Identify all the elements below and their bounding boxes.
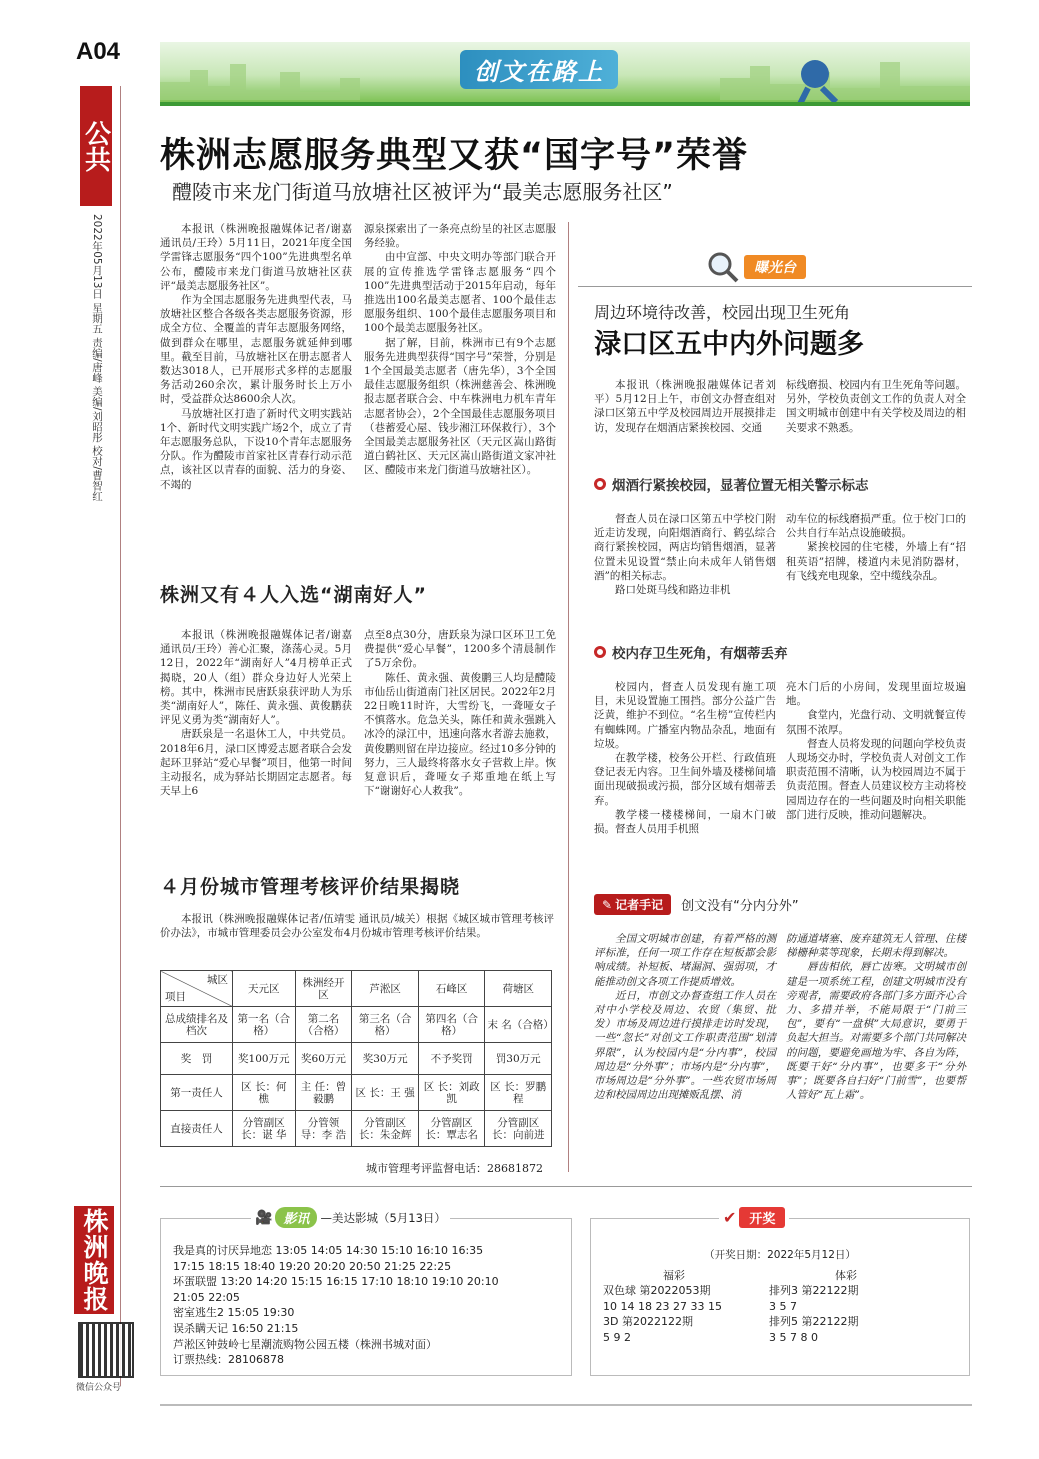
table-cell: 分管副区长：朱金辉 (352, 1111, 419, 1147)
paragraph: 防通道堵塞、废弃建筑无人管理、住楼梯栅种菜等现象，长期未得到解决。 (786, 933, 966, 960)
table-cell: 奖60万元 (295, 1043, 352, 1075)
exposure-s1-left (594, 512, 776, 597)
banner-title: 创文在路上 (460, 50, 618, 89)
qr-caption: 微信公众号 (76, 1383, 122, 1393)
corner-top: 城区 (207, 974, 228, 986)
section-label-text: 公共 (80, 120, 111, 172)
list-item: 排列3 第22122期 (769, 1284, 859, 1297)
reporter-note-header (594, 894, 799, 915)
paragraph: 亮木门后的小房间，发现里面垃圾遍地。 (786, 681, 966, 708)
list-item: 芦淞区钟鼓岭七星潮流购物公园五楼（株洲书城对面） (173, 1337, 437, 1351)
table-cell: 区 长：王 强 (352, 1075, 419, 1111)
side-info: 2022年05月13日 星期五 责编/唐峰 美编/刘昭彤 校对/曹智红 (91, 214, 103, 502)
table-cell: 罚30万元 (485, 1043, 552, 1075)
paper-logo-text: 株洲晚报 (80, 1208, 109, 1312)
paragraph: 本报讯（株洲晚报融媒体记者/谢嘉 通讯员/王玲）善心汇聚，涤荡心灵。5月12日，2022年“湖南好人”4月榜单正式揭晓，20人（组）群众身边好人光荣上榜。其中，株洲市民唐跃泉获评助人为乐类“湖南好人”，陈任、黄永强、黄俊鹏获评见义勇为类“湖南好人”。 (160, 629, 352, 727)
column-rule (568, 222, 569, 1172)
list-item: 17:15 18:15 18:40 19:20 20:20 20:50 21:25 22:25 (173, 1259, 452, 1273)
exposure-intro-left: 本报讯（株洲晚报融媒体记者刘平）5月12日上午，市创文办督查组对渌口区第五中学及校园周边开展摸排走访，发现存在烟酒店紧挨校园、交通 (594, 379, 776, 434)
table-header-cell: 石峰区 (418, 971, 485, 1007)
paragraph: 近日，市创文办督查组工作人员在对中小学校及周边、农贸（集贸、批发）市场及周边进行摸排走访时发现，一些“忽长”对创文工作职责范围“划清界限”，认为校园内是“分内事”，校园周边是“分外事”；市场内是“分内事”，市场周边是“分外事”。一些农贸市场周边和校园周边出现摊贩乱摆、消 (594, 989, 776, 1102)
paragraph: 紧挨校园的住宅楼，外墙上有“招租英语”招牌，楼道内未见消防器材，有飞线充电现象，空中缆线杂乱。 (786, 541, 966, 582)
exposure-s2-left (594, 680, 776, 836)
paragraph: 唐跃泉是一名退休工人，中共党员。2018年6月，渌口区博爱志愿者联合会发起环卫驿站“爱心早餐”项目，他第一时间主动报名，成为驿站长期固定志愿者。每天早上6 (160, 728, 352, 798)
table-header-cell: 芦淞区 (352, 971, 419, 1007)
exposure-intro-right: 标线磨损、校园内有卫生死角等问题。另外，学校负责创文工作的负责人对全国文明城市创建中有关学校及周边的相关要求不熟悉。 (786, 379, 966, 434)
exposure-kicker: 周边环境待改善，校园出现卫生死角 (594, 303, 851, 322)
page-number: A04 (76, 38, 121, 65)
list-item: 订票热线：28106878 (173, 1353, 284, 1367)
cinema-box (160, 1209, 572, 1376)
paragraph: 唇齿相依，唇亡齿寒。文明城市创建是一项系统工程，创建文明城市没有旁观者，需要政府各部门多方面齐心合力、多措并举，不能局限于“门前三包”，要有“一盘棋”大局意识，要勇于负起大担当。对需要多个部门共同解决的问题，要避免画地为牢、各自为阵，既要干好“分内事”，也要多干“分外事”；既要各自扫好“门前雪”，也要帮人管好“瓦上霜”。 (786, 961, 966, 1102)
bottom-rule (160, 1186, 972, 1187)
row-label: 总成绩排名及档次 (161, 1007, 233, 1043)
bullet-circle-icon (594, 478, 606, 490)
paragraph: 本报讯（株洲晚报融媒体记者/谢嘉 通讯员/王玲）5月11日，2021年度全国学雷锋志愿服务“四个100”先进典型名单公布，醴陵市来龙门街道马放塘社区获评“最美志愿服务社区”。 (160, 223, 352, 292)
paragraph: 食堂内，光盘行动、文明就餐宣传氛围不浓厚。 (786, 709, 966, 736)
paper-logo (74, 1206, 114, 1314)
table-cell: 末 名（合格） (485, 1007, 552, 1043)
section-label (80, 86, 112, 206)
reporter-note-tag (594, 894, 671, 915)
table-row (161, 1111, 552, 1147)
reporter-note-left (594, 932, 776, 1102)
paragraph: 督查人员在渌口区第五中学校门附近走访发现，向阳烟酒商行、鹤弘综合商行紧挨校园，两店均销售烟酒，显著位置未见设置“禁止向未成年人销售烟酒”的相关标志。 (594, 513, 776, 582)
table-cell: 区 长：罗鹏程 (485, 1075, 552, 1111)
main-article-col1 (160, 222, 352, 492)
paragraph: 全国文明城市创建，有着严格的测评标准，任何一项工作存在短板都会影响成绩。补短板、堵漏洞、强弱项，才能推动创文各项工作提质增效。 (594, 933, 776, 988)
magnifier-icon (706, 250, 740, 284)
table-cell: 分管副区长：向前进 (485, 1111, 552, 1147)
paragraph: 点至8点30分，唐跃泉为渌口区环卫工免费提供“爱心早餐”，1200多个清晨制作了5万余份。 (364, 629, 556, 670)
bullet-circle-icon (594, 646, 606, 658)
list-item: 双色球 第2022053期 (603, 1284, 711, 1297)
paragraph: 动车位的标线磨损严重。位于校门口的公共自行车站点设施破损。 (786, 513, 966, 540)
table-row (161, 1007, 552, 1043)
list-item: 3 5 7 8 0 (769, 1330, 818, 1344)
paragraph: 教学楼一楼楼梯间，一扇木门破损。督查人员用手机照 (594, 808, 776, 836)
table-header-row (161, 971, 552, 1007)
exposure-headline: 渌口区五中内外问题多 (594, 329, 864, 360)
exposure-tag-label: 曝光台 (744, 255, 806, 279)
city-mgmt-intro: 本报讯（株洲晚报融媒体记者/伍靖雯 通讯员/城关）根据《城区城市管理考核评价办法》，市城市管理委员会办公室发布4月份城市管理考核评价结果。 (160, 913, 554, 940)
list-item: 我是真的讨厌异地恋 13:05 14:05 14:30 15:10 16:10 16:35 (173, 1244, 484, 1257)
paragraph: 作为全国志愿服务先进典型代表，马放塘社区整合各级各类志愿服务资源，形成全方位、全覆盖的青年志愿服务网络，做到群众在哪里，志愿服务就延伸到哪里。截至目前，马放塘社区在册志愿者人数达3018人，已开展形式多样的志愿服务活动260余次，累计服务时长上万小时，受益群众达8600余人次。 (160, 294, 352, 406)
lottery-tag: 开奖 (739, 1207, 785, 1228)
exposure-subhead-2 (594, 642, 788, 662)
results-table (160, 970, 552, 1147)
good-people-col1 (160, 628, 352, 798)
list-item: 3 5 7 (769, 1299, 797, 1313)
paragraph: 由中宣部、中央文明办等部门联合开展的宣传推选学雷锋志愿服务“四个100”先进典型活动于2015年启动，每年推选出100名最美志愿者、100个最佳志愿服务组织、100个最佳志愿服务项目和100个最美志愿服务社区。 (364, 251, 556, 335)
table-row (161, 1043, 552, 1075)
reporter-note-tag-text: 记者手记 (615, 898, 664, 912)
table-cell: 分管副区长：覃志名 (418, 1111, 485, 1147)
table-cell: 区 长：何 樵 (233, 1075, 296, 1111)
list-item: 坏蛋联盟 13:20 14:20 15:15 16:15 17:10 18:10 19:10 20:10 (173, 1275, 499, 1289)
table-cell: 不予奖罚 (418, 1043, 485, 1075)
table-cell: 第一名（合格） (233, 1007, 296, 1043)
lottery-date: （开奖日期：2022年5月12日） (704, 1249, 856, 1261)
main-subheadline: 醴陵市来龙门街道马放塘社区被评为“最美志愿服务社区” (172, 180, 673, 204)
exposure-tag (706, 250, 806, 284)
cinema-list (173, 1243, 499, 1368)
paragraph: 马放塘社区打造了新时代文明实践站1个、新时代文明实践广场2个，成立了青年志愿服务总队，下设10个青年志愿服务分队。作为醴陵市首家社区青春行动示范点，该社区以青春的面貌、活力的身姿、不竭的 (160, 407, 352, 491)
list-item: 10 14 18 23 27 33 15 (603, 1299, 722, 1313)
corner-bottom: 项目 (165, 991, 186, 1003)
paragraph: 在教学楼，校务公开栏、行政值班登记表无内容。卫生间外墙及楼梯间墙面出现破损或污损，部分区域有烟蒂丢弃。 (594, 752, 776, 807)
table-header-cell: 株洲经开区 (295, 971, 352, 1007)
footer-rule (160, 1404, 972, 1406)
lottery-col-1 (603, 1283, 722, 1345)
row-label: 第一责任人 (161, 1075, 233, 1111)
paragraph: 据了解，目前，株洲市已有9个志愿服务先进典型获得“国字号”荣誉，分别是1个全国最美志愿者（唐先华），3个全国最佳志愿服务组织（株洲慈善会、株洲晚报志愿者联合会、中车株洲电力机车青年志愿者协会），2个全国最佳志愿服务项目（巷蓄爱心屋、钱步湘江环保救行），3个全国最美志愿服务社区（天元区嵩山路街道白鹤社区、天元区嵩山路街道文家冲社区、醴陵市来龙门街道马放塘社区）。 (364, 336, 556, 477)
table-cell: 奖100万元 (233, 1043, 296, 1075)
lottery-col-2 (769, 1283, 859, 1345)
list-item: 误杀瞒天记 16:50 21:15 (173, 1321, 299, 1335)
cinema-header (251, 1207, 450, 1228)
paragraph: 源泉探索出了一条亮点纷呈的社区志愿服务经验。 (364, 223, 556, 250)
lottery-header (719, 1207, 789, 1228)
paragraph: 校园内，督查人员发现有施工项目，未见设置施工围挡。部分公益广告泛黄，维护不到位。“名生榜”宣传栏内有蜘蛛网。广播室内物品杂乱，地面有垃圾。 (594, 681, 776, 750)
good-people-headline: 株洲又有４人入选“湖南好人” (160, 584, 427, 606)
checkmark-icon: ✔ (723, 1208, 737, 1227)
table-cell: 区 长：刘政凯 (418, 1075, 485, 1111)
row-label: 直接责任人 (161, 1111, 233, 1147)
exposure-subhead-1 (594, 474, 869, 494)
table-header-cell: 天元区 (233, 971, 296, 1007)
city-mgmt-headline: ４月份城市管理考核评价结果揭晓 (160, 876, 461, 898)
table-cell: 主 任：曾毅鹏 (295, 1075, 352, 1111)
exposure-s1-right (786, 512, 966, 583)
table-header-cell: 荷塘区 (485, 971, 552, 1007)
film-camera-icon: 🎥 (255, 1209, 273, 1226)
banner (160, 42, 970, 106)
table-cell: 奖30万元 (352, 1043, 419, 1075)
table-cell: 分管副区长：谌 华 (233, 1111, 296, 1147)
row-label: 奖 罚 (161, 1043, 233, 1075)
list-item: 排列5 第22122期 (769, 1315, 859, 1328)
main-article-col2 (364, 222, 556, 478)
list-item: 密室逃生2 15:05 19:30 (173, 1306, 295, 1320)
table-cell: 第二名（合格） (295, 1007, 352, 1043)
table-cell: 分管领导：李 浩 (295, 1111, 352, 1147)
reporter-note-title: 创文没有“分内分外” (681, 899, 799, 914)
table-corner (161, 971, 233, 1007)
qr-code (80, 1324, 132, 1376)
table-row (161, 1075, 552, 1111)
table-cell: 第三名（合格） (352, 1007, 419, 1043)
left-rule (120, 86, 121, 1386)
cinema-title: —美达影城（5月13日） (320, 1210, 446, 1225)
reporter-note-right (786, 932, 966, 1102)
exposure-top-rule (578, 286, 972, 287)
cinema-tag: 影讯 (275, 1207, 317, 1228)
lottery-col-title-1: 福彩 (663, 1269, 685, 1282)
subhead-text: 烟酒行紧挨校园，显著位置无相关警示标志 (612, 478, 869, 494)
good-people-col2 (364, 628, 556, 798)
subhead-text: 校内存卫生死角，有烟蒂丢弃 (612, 646, 788, 662)
main-headline: 株洲志愿服务典型又获“国字号”荣誉 (160, 136, 749, 176)
exposure-s2-right (786, 680, 966, 822)
lottery-col-title-2: 体彩 (835, 1269, 857, 1282)
list-item: 21:05 22:05 (173, 1290, 240, 1304)
table-cell: 第四名（合格） (418, 1007, 485, 1043)
list-item: 5 9 2 (603, 1330, 631, 1344)
paragraph: 陈任、黄永强、黄俊鹏三人均是醴陵市仙岳山街道南门社区居民。2022年2月22日晚11时许，大雪纷飞，一聋哑女子不慎落水。危急关头，陈任和黄永强跳入冰冷的渌江中，迅速向落水者游去施救，黄俊鹏则留在岸边接应。经过10多分钟的努力，三人最终将落水女子营救上岸。恢复意识后，聋哑女子郑重地在纸上写下“谢谢好心人救我”。 (364, 671, 556, 798)
lottery-box (590, 1208, 970, 1376)
city-mgmt-hotline: 城市管理考评监督电话：28681872 (366, 1162, 543, 1175)
paragraph: 路口处斑马线和路边非机 (615, 584, 731, 597)
list-item: 3D 第2022122期 (603, 1315, 693, 1328)
pen-icon: ✎ (602, 897, 613, 912)
paragraph: 督查人员将发现的问题向学校负责人现场交办时，学校负责人对创文工作职责范围不清晰，认为校园周边不属于负责范围。督查人员建议校方主动将校园周边存在的一些问题及时向相关职能部门进行反映，推动问题解决。 (786, 737, 966, 821)
